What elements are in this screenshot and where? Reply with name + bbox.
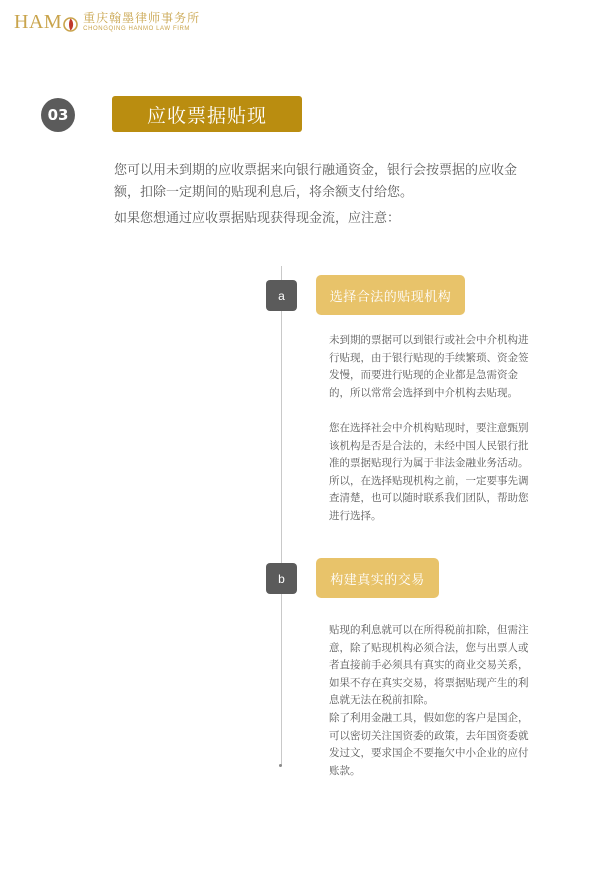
step-a-badge: a bbox=[266, 280, 297, 311]
step-a-paragraph-2: 您在选择社会中介机构贴现时，要注意甄别该机构是否是合法的，未经中国人民银行批准的票据贴现行为属于非法金融业务活动。所以，在选择贴现机构之前，一定要事先调查清楚，也可以随时联系我们团队，帮助您进行选择。 bbox=[329, 422, 529, 522]
section-title-bar bbox=[112, 96, 302, 132]
logo-text bbox=[83, 12, 200, 32]
logo-mark bbox=[14, 11, 78, 34]
intro-question: 如果您想通过应收票据贴现获得现金流，应注意： bbox=[114, 211, 401, 226]
step-a-paragraph-1: 未到期的票据可以到银行或社会中介机构进行贴现，由于银行贴现的手续繁琐、资金签发慢，而要进行贴现的企业都是急需资金的，所以常常会选择到中介机构去贴现。 bbox=[329, 334, 529, 399]
step-b-badge: b bbox=[266, 563, 297, 594]
step-b-paragraph-2: 除了利用金融工具，假如您的客户是国企，可以密切关注国资委的政策，去年国资委就发过文，要求国企不要拖欠中小企业的应付账款。 bbox=[329, 712, 529, 777]
section-title: 应收票据贴现 bbox=[146, 104, 267, 127]
logo-en: CHONGQING HANMO LAW FIRM bbox=[83, 26, 191, 32]
timeline-line bbox=[281, 266, 282, 766]
firm-logo bbox=[14, 9, 200, 35]
logo-mark-text: HAM bbox=[14, 10, 63, 33]
intro-paragraph: 您可以用未到期的应收票据来向银行融通资金，银行会按票据的应收金额，扣除一定期间的贴现利息后，将余额支付给您。 bbox=[114, 163, 518, 200]
step-b-paragraph-1: 贴现的利息就可以在所得税前扣除，但需注意，除了贴现机构必须合法，您与出票人或者直接前手必须具有真实的商业交易关系，如果不存在真实交易，将票据贴现产生的利息就无法在税前扣除。 bbox=[329, 624, 529, 706]
step-b-title-box bbox=[316, 558, 439, 598]
step-a-title: 选择合法的贴现机构 bbox=[329, 289, 452, 305]
logo-o-icon bbox=[63, 15, 78, 30]
logo-cn: 重庆翰墨律师事务所 bbox=[83, 11, 201, 25]
step-b-title: 构建真实的交易 bbox=[330, 572, 425, 588]
step-a-title-box bbox=[316, 275, 465, 315]
section-number: 03 bbox=[41, 98, 75, 132]
timeline-end-dot bbox=[279, 764, 282, 767]
